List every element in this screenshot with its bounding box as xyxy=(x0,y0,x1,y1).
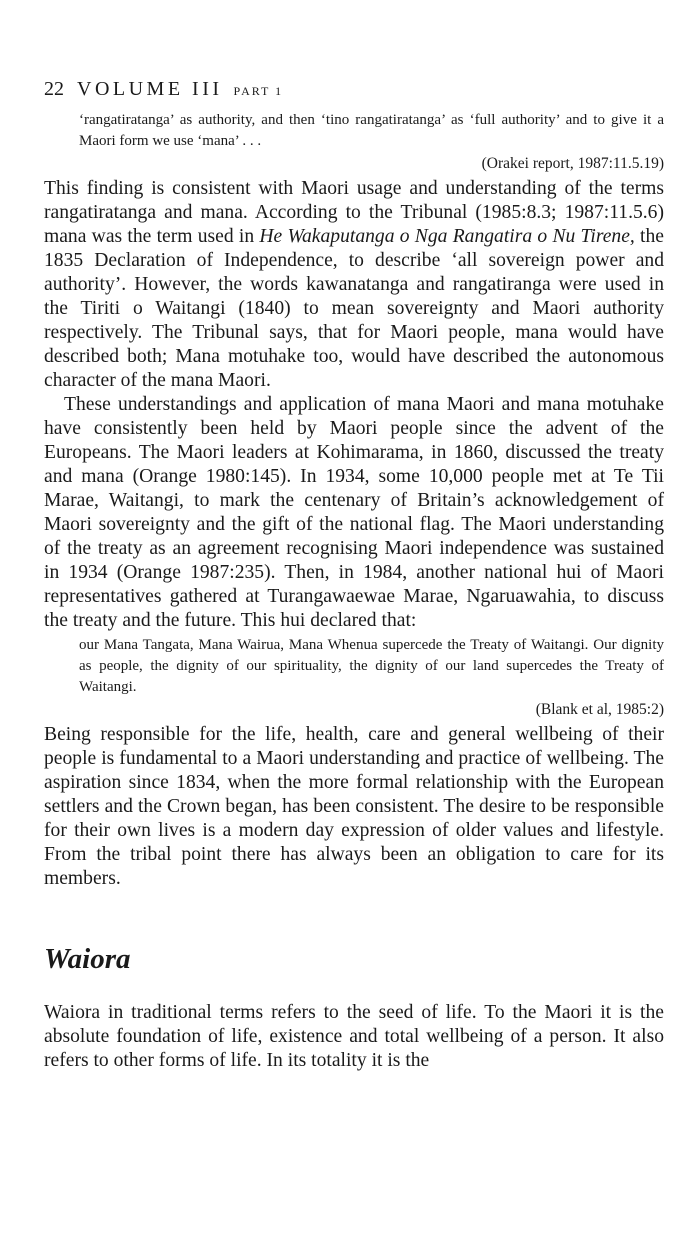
volume-label: VOLUME III xyxy=(77,78,223,100)
part-label: PART 1 xyxy=(233,84,284,98)
citation-blank: (Blank et al, 1985:2) xyxy=(535,701,664,718)
paragraph-mana-history: These understandings and application of mana Maori and mana motuhake have consistently been held by Maori people since the advent of the Europeans. The Maori leaders at Kohimarama, in 1860, discussed the treaty and mana (Orange 1980:145). In 1934, some 10,000 people met at Te Tii Marae, Waitangi, to mark the centenary of Britain’s acknowledgement of Maori sovereignty and the gift of the national flag. The Maori understanding of the treaty as an agreement recognising Maori independence was sustained in 1934 (Orange 1987:235). Then, in 1984, another national hui of Maori representatives gathered at Turangawaewae Marae, Ngaruawahia, to discuss the treaty and the future. This hui declared that: xyxy=(44,394,664,631)
paragraph-text: the 1835 Declaration of Independence, to describe ‘all sovereign power and authority’. However, the words kawanatanga and rangatiranga were used in the Tiriti o Waitangi (1840) to mean sovereignty and Maori authority respectively. The Tribunal says, that for Maori people, mana would have described both; Mana motuhake too, would have described the autonomous character of the mana Maori. xyxy=(44,226,664,391)
citation-orakei: (Orakei report, 1987:11.5.19) xyxy=(481,155,664,172)
section-heading-waiora: Waiora xyxy=(44,943,131,975)
paragraph-waiora: Waiora in traditional terms refers to the seed of life. To the Maori it is the absolute foundation of life, existence and total wellbeing of a person. It also refers to other forms of life. In its totality it is the xyxy=(44,1002,664,1071)
paragraph-wellbeing: Being responsible for the life, health, care and general wellbeing of their people is fundamental to a Maori understanding and practice of wellbeing. The aspiration since 1834, when the more formal relationship with the European settlers and the Crown began, has been consistent. The desire to be responsible for their own lives is a modern day expression of older values and lifestyle. From the tribal point there has always been an obligation to care for its members. xyxy=(44,724,664,889)
book-page xyxy=(44,74,664,1073)
block-quote-orakei: ‘rangatiratanga’ as authority, and then ‘tino rangatiratanga’ as ‘full authority’ and to give it a Maori form we use ‘mana’ . . . xyxy=(79,112,664,149)
running-header xyxy=(44,74,664,104)
block-quote-hui: our Mana Tangata, Mana Wairua, Mana Whenua supercede the Treaty of Waitangi. Our dignity as people, the dignity of our spirituality, the dignity of our land supercedes the Treaty of Waitangi. xyxy=(79,637,664,695)
paragraph-text: This finding is consistent with Maori usage and understanding of the terms rangatiratanga and mana. According to the Tribunal (1985:8.3; 1987:11.5.6) mana was the term used in xyxy=(44,178,664,247)
declaration-title: He Wakaputanga o Nga Rangatira o Nu Tirene, xyxy=(259,226,635,247)
page-number: 22 xyxy=(44,78,64,100)
paragraph-mana-usage xyxy=(44,177,664,393)
